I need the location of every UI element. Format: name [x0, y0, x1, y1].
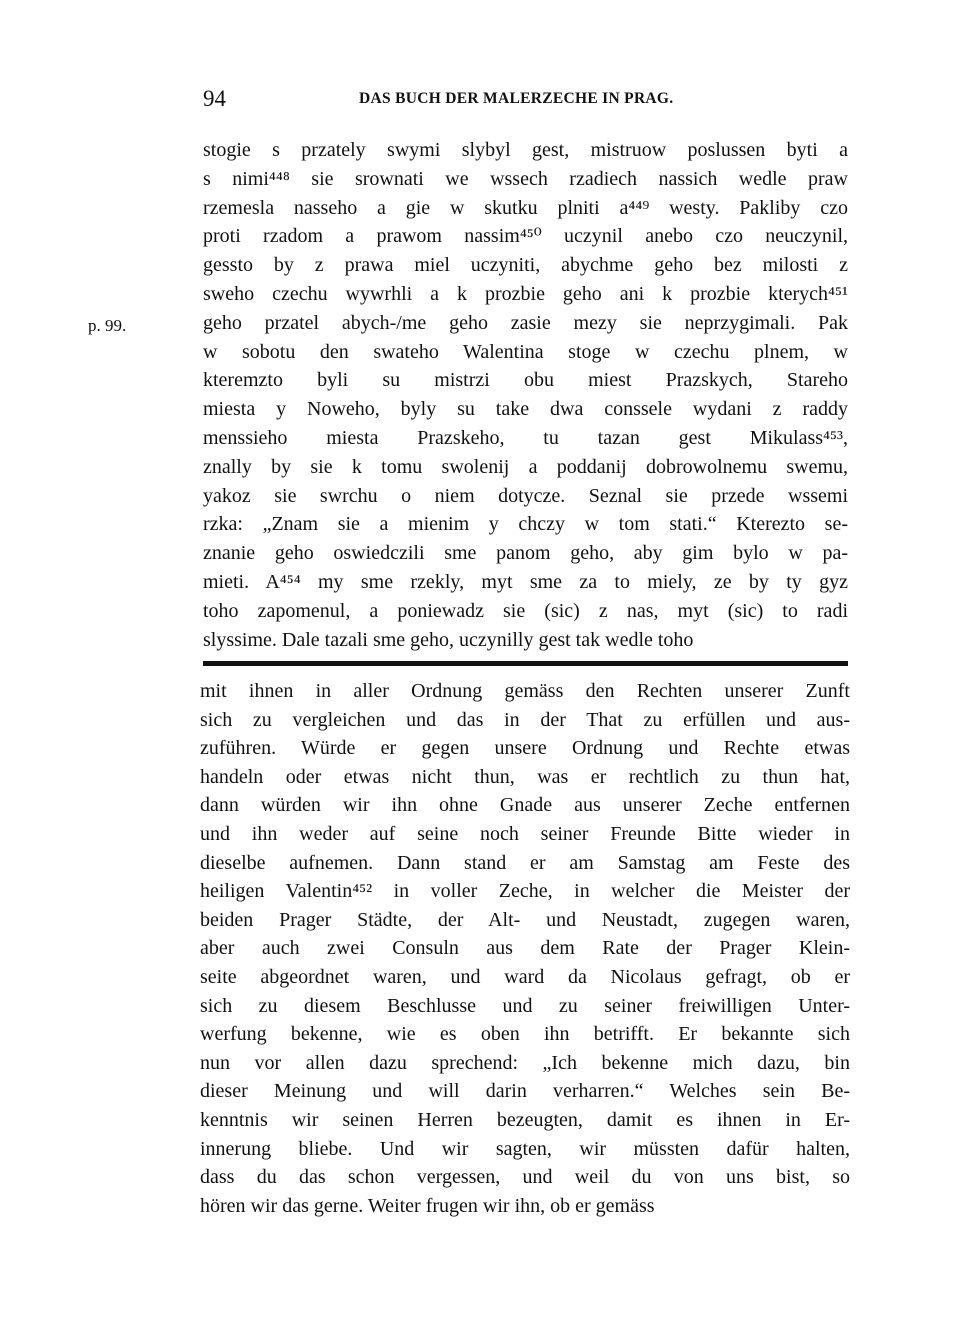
german-text-line: handeln oder etwas nicht thun, was er rechtlich zu thun hat, [200, 765, 850, 788]
separator-rule [203, 661, 848, 666]
czech-text-block [203, 136, 848, 654]
czech-text-line: rzemesla nasseho a gie w skutku plniti a⁴⁴⁹ westy. Pakliby czo [203, 196, 848, 219]
czech-text-line: w sobotu den swateho Walentina stoge w czechu plnem, w [203, 340, 848, 363]
german-text-line: heiligen Valentin⁴⁵² in voller Zeche, in welcher die Meister der [200, 880, 850, 903]
german-text-line: kenntnis wir seinen Herren bezeugten, damit es ihnen in Er- [200, 1108, 850, 1131]
page-number: 94 [203, 86, 226, 111]
czech-text-line: geho przatel abych-/me geho zasie mezy sie neprzygimali. Pak [203, 311, 848, 334]
czech-text-line: proti rzadom a prawom nassim⁴⁵⁰ uczynil anebo czo neuczynil, [203, 225, 848, 248]
german-text-line: innerung bliebe. Und wir sagten, wir müssten dafür halten, [200, 1137, 850, 1160]
german-text-line: dieselbe aufnemen. Dann stand er am Samstag am Feste des [200, 851, 850, 874]
german-text-line: aber auch zwei Consuln aus dem Rate der Prager Klein- [200, 937, 850, 960]
czech-text-line: miesta y Noweho, byly su take dwa conssele wydani z raddy [203, 398, 848, 421]
czech-text-line: znally by sie k tomu swolenij a poddanij dobrowolnemu swemu, [203, 455, 848, 478]
german-text-line: hören wir das gerne. Weiter frugen wir ihn, ob er gemäss [200, 1194, 655, 1217]
german-text-line: dass du das schon vergessen, und weil du von uns bist, so [200, 1166, 850, 1189]
czech-text-line: s nimi⁴⁴⁸ sie srownati we wssech rzadiech nassich wedle praw [203, 167, 848, 190]
german-text-line: sich zu vergleichen und das in der That zu erfüllen und aus- [200, 708, 850, 731]
german-text-line: zuführen. Würde er gegen unsere Ordnung und Rechte etwas [200, 737, 850, 760]
czech-text-line: menssieho miesta Prazskeho, tu tazan gest Mikulass⁴⁵³, [203, 426, 848, 449]
czech-text-line: slyssime. Dale tazali sme geho, uczynilly gest tak wedle toho [203, 628, 694, 651]
german-text-line: dieser Meinung und will darin verharren.“ Welches sein Be- [200, 1080, 850, 1103]
german-text-line: werfung bekenne, wie es oben ihn betrifft. Er bekannte sich [200, 1023, 850, 1046]
german-text-line: beiden Prager Städte, der Alt- und Neustadt, zugegen waren, [200, 908, 850, 931]
running-title: DAS BUCH DER MALERZECHE IN PRAG. [359, 90, 674, 107]
german-text-line: mit ihnen in aller Ordnung gemäss den Rechten unserer Zunft [200, 680, 850, 702]
czech-text-line: gessto by z prawa miel uczyniti, abychme geho bez milosti z [203, 254, 848, 277]
german-text-line: dann würden wir ihn ohne Gnade aus unserer Zeche entfernen [200, 794, 850, 817]
czech-text-line: yakoz sie swrchu o niem dotycze. Seznal sie przede wssemi [203, 484, 848, 507]
german-text-line: seite abgeordnet waren, und ward da Nicolaus gefragt, ob er [200, 965, 850, 988]
german-text-line: und ihn weder auf seine noch seiner Freunde Bitte wieder in [200, 822, 850, 845]
german-text-line: nun vor allen dazu sprechend: „Ich bekenne mich dazu, bin [200, 1051, 850, 1074]
margin-page-reference: p. 99. [88, 316, 127, 335]
czech-text-line: sweho czechu wywrhli a k prozbie geho ani k prozbie kterych⁴⁵¹ [203, 282, 848, 305]
german-text-line: sich zu diesem Beschlusse und zu seiner freiwilligen Unter- [200, 994, 850, 1017]
czech-text-line: mieti. A⁴⁵⁴ my sme rzekly, myt sme za to miely, ze by ty gyz [203, 570, 848, 593]
czech-text-line: stogie s przately swymi slybyl gest, mistruow poslussen byti a [203, 139, 848, 161]
german-text-block [200, 677, 850, 1220]
czech-text-line: toho zapomenul, a poniewadz sie (sic) z nas, myt (sic) to radi [203, 599, 848, 622]
czech-text-line: rzka: „Znam sie a mienim y chczy w tom stati.“ Kterezto se- [203, 513, 848, 536]
czech-text-line: kteremzto byli su mistrzi obu miest Prazskych, Stareho [203, 369, 848, 392]
czech-text-line: znanie geho oswiedczili sme panom geho, aby gim bylo w pa- [203, 542, 848, 565]
